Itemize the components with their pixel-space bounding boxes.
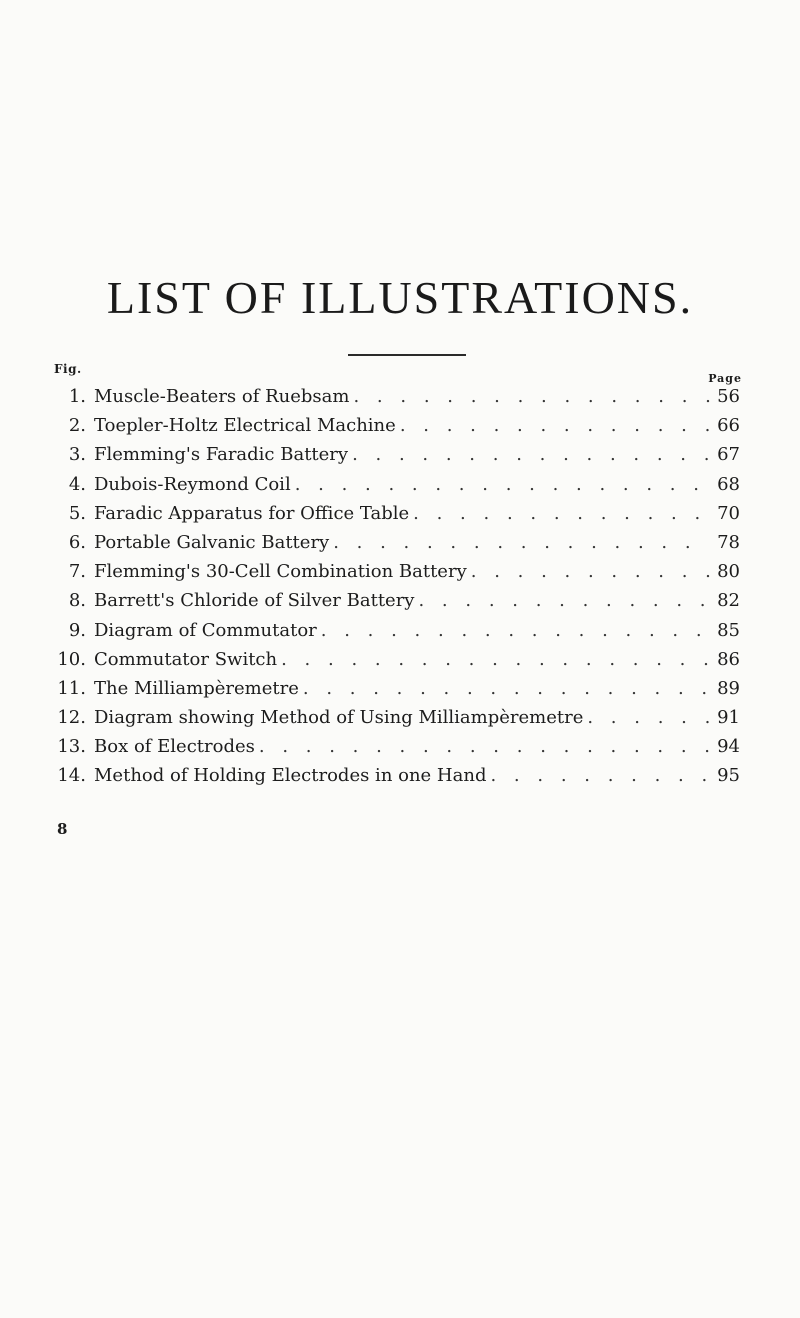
page-number: 80 <box>717 561 740 583</box>
figure-number: 9. <box>68 619 86 641</box>
page-number: 89 <box>717 677 740 699</box>
list-item <box>54 532 740 561</box>
figure-caption: Toepler-Holtz Electrical Machine <box>94 415 396 437</box>
figure-number: 4. <box>68 473 86 495</box>
figure-caption: Commutator Switch <box>94 648 278 670</box>
dot-leader <box>281 649 710 670</box>
figure-number: 2. <box>68 415 86 437</box>
figure-caption: Diagram showing Method of Using Milliampèremetre <box>94 707 584 729</box>
page-column-header: Page <box>708 372 742 385</box>
list-item <box>54 415 740 444</box>
dot-leader <box>352 444 710 465</box>
figure-number: 12. <box>57 707 86 729</box>
figure-number: 13. <box>57 736 86 758</box>
figure-caption: Faradic Apparatus for Office Table <box>94 502 410 524</box>
figure-number: 10. <box>57 648 86 670</box>
dot-leader <box>333 532 710 553</box>
dot-leader <box>418 590 710 611</box>
dot-leader <box>321 620 710 641</box>
page-number: 95 <box>717 765 740 787</box>
figure-caption: Portable Galvanic Battery <box>94 531 330 553</box>
dot-leader <box>413 503 710 524</box>
page-number: 82 <box>717 590 740 612</box>
folio-page-number: 8 <box>57 820 68 838</box>
dot-leader <box>259 736 710 757</box>
figure-caption: Box of Electrodes <box>94 736 255 758</box>
page-number: 94 <box>717 736 740 758</box>
fig-column-header: Fig. <box>54 362 82 376</box>
figure-number: 7. <box>68 561 86 583</box>
dot-leader <box>303 678 710 699</box>
page-number: 66 <box>717 415 740 437</box>
page-number: 85 <box>717 619 740 641</box>
list-item <box>54 444 740 473</box>
list-item <box>54 736 740 765</box>
figure-number: 11. <box>57 677 86 699</box>
list-item <box>54 707 740 736</box>
dot-leader <box>400 415 710 436</box>
dot-leader <box>295 474 710 495</box>
figure-caption: Barrett's Chloride of Silver Battery <box>94 590 415 612</box>
dot-leader <box>471 561 710 582</box>
figure-number: 3. <box>68 444 86 466</box>
list-item <box>54 503 740 532</box>
list-item <box>54 678 740 707</box>
page-number: 68 <box>717 473 740 495</box>
figure-caption: Method of Holding Electrodes in one Hand <box>94 765 487 787</box>
page-number: 86 <box>717 648 740 670</box>
list-item <box>54 474 740 503</box>
figure-number: 8. <box>68 590 86 612</box>
figure-number: 6. <box>68 531 86 553</box>
page-number: 91 <box>717 707 740 729</box>
list-item <box>54 386 740 415</box>
figure-number: 1. <box>68 386 86 407</box>
figure-caption: Diagram of Commutator <box>94 619 317 641</box>
page-title: LIST OF ILLUSTRATIONS. <box>106 272 694 323</box>
figure-caption: The Milliampèremetre <box>94 677 299 699</box>
dot-leader <box>490 765 710 786</box>
figure-number: 5. <box>68 502 86 524</box>
list-item <box>54 649 740 678</box>
list-item <box>54 590 740 619</box>
figure-caption: Dubois-Reymond Coil <box>94 473 291 495</box>
page-number: 78 <box>717 531 740 553</box>
list-item <box>54 765 740 794</box>
dot-leader <box>587 707 710 728</box>
list-item <box>54 561 740 590</box>
figure-caption: Flemming's Faradic Battery <box>94 444 349 466</box>
page-number: 56 <box>717 386 740 407</box>
figure-caption: Muscle-Beaters of Ruebsam <box>94 386 350 407</box>
title-rule <box>348 354 466 356</box>
page-number: 67 <box>717 444 740 466</box>
list-item <box>54 620 740 649</box>
dot-leader <box>353 386 710 407</box>
page-number: 70 <box>717 502 740 524</box>
figure-caption: Flemming's 30-Cell Combination Battery <box>94 561 467 583</box>
figure-number: 14. <box>57 765 86 787</box>
illustrations-list <box>54 386 740 795</box>
